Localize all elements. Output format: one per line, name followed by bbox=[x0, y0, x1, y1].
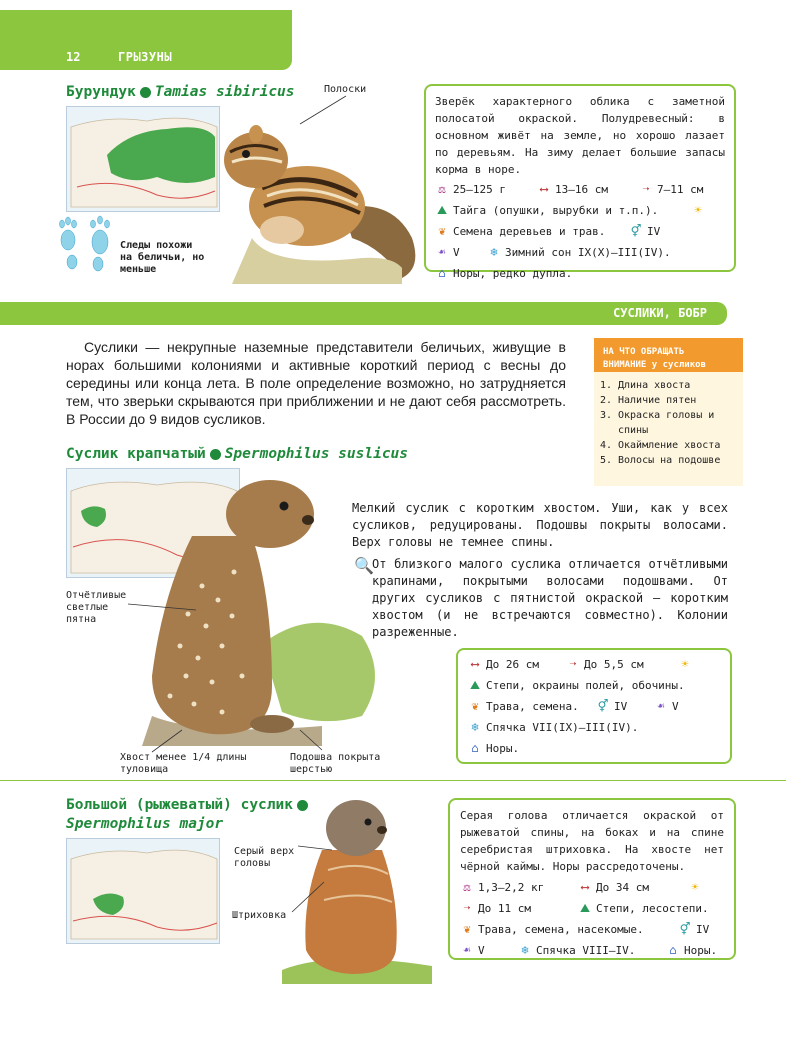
breeding-icon: ⚥ bbox=[679, 922, 691, 936]
chipmunk-info-box bbox=[424, 84, 736, 280]
chipmunk-range-map bbox=[66, 106, 220, 212]
chipmunk-name-ru: Бурундук bbox=[66, 84, 136, 100]
body-length-icon: ⟷ bbox=[581, 880, 589, 894]
major-name-latin: Spermophilus major bbox=[66, 816, 224, 832]
habitat-icon: ⛰ bbox=[469, 678, 481, 692]
major-hatch-label: Штриховка bbox=[232, 910, 287, 921]
major-description: Серая голова отличается окраской от рыжеватой спины, на боках и на спине серебристая штриховка. На хвосте нет чёрной каймы. Норы рассредоточены. bbox=[460, 809, 724, 873]
chipmunk-tail: 7–11 см bbox=[657, 183, 704, 196]
young-icon: ☙ bbox=[657, 699, 665, 713]
magnifier-icon: 🔍 bbox=[354, 556, 374, 575]
hibernation-icon: ❄ bbox=[471, 720, 479, 734]
major-breeding: IV bbox=[696, 923, 710, 936]
spotted-habitat: Степи, окраины полей, обочины. bbox=[486, 679, 685, 692]
page-number: 12 bbox=[66, 50, 81, 64]
major-map-svg bbox=[67, 839, 219, 943]
spotted-tail-label: Хвост менее 1/4 длины туловища bbox=[120, 752, 247, 775]
breeding-icon: ⚥ bbox=[630, 224, 642, 238]
chipmunk-stripes-label: Полоски bbox=[324, 84, 367, 95]
shelter-icon: ⌂ bbox=[471, 741, 479, 755]
weight-icon: ⚖ bbox=[463, 880, 471, 894]
chipmunk-mass: 25–125 г bbox=[453, 183, 506, 196]
spotted-food: Трава, семена. bbox=[486, 700, 579, 713]
attention-heading bbox=[594, 338, 743, 372]
spotted-young: V bbox=[672, 700, 679, 713]
chipmunk-description: Зверёк характерного облика с заметной полосатой окраской. Полудревесный: в основном живёт на земле, но хорошо лазает по деревьям. На зиму делает большие запасы корма в норе. bbox=[435, 95, 725, 176]
hibernation-icon: ❄ bbox=[490, 245, 498, 259]
chipmunk-home: Норы, редко дупла. bbox=[453, 267, 573, 280]
shelter-icon: ⌂ bbox=[669, 943, 677, 957]
breeding-icon: ⚥ bbox=[597, 699, 609, 713]
chipmunk-breeding: IV bbox=[647, 225, 661, 238]
spotted-title bbox=[66, 446, 408, 462]
major-range-map bbox=[66, 838, 220, 944]
food-icon: ❦ bbox=[463, 922, 471, 936]
attention-box bbox=[594, 338, 743, 486]
major-young: V bbox=[478, 944, 485, 957]
major-length: До 34 см bbox=[596, 881, 649, 894]
weight-icon: ⚖ bbox=[438, 182, 446, 196]
divider bbox=[0, 780, 786, 781]
chipmunk-tracks-label: Следы похожи на беличьи, но меньше bbox=[120, 240, 205, 275]
spotted-info-box bbox=[456, 648, 732, 764]
shelter-icon: ⌂ bbox=[438, 266, 446, 280]
diurnal-sun-icon: ☀ bbox=[691, 880, 699, 894]
chipmunk-map-svg bbox=[67, 107, 219, 211]
major-tail: До 11 см bbox=[478, 902, 531, 915]
diurnal-sun-icon: ☀ bbox=[681, 657, 689, 671]
major-food: Трава, семена, насекомые. bbox=[478, 923, 644, 936]
spotted-tail: До 5,5 см bbox=[584, 658, 644, 671]
chipmunk-young: V bbox=[453, 246, 460, 259]
food-icon: ❦ bbox=[471, 699, 479, 713]
major-habitat: Степи, лесостепи. bbox=[596, 902, 709, 915]
young-icon: ☙ bbox=[438, 245, 446, 259]
major-title-latin-line bbox=[66, 816, 223, 832]
spotted-name-ru: Суслик крапчатый bbox=[66, 446, 206, 462]
attention-item: 5. Волосы на подошве bbox=[618, 453, 743, 468]
section-title: СУСЛИКИ, БОБР bbox=[613, 306, 707, 320]
spotted-home: Норы. bbox=[486, 742, 520, 755]
attention-item: 3. Окраска головы и спины bbox=[618, 408, 743, 438]
major-head-label: Серый верх головы bbox=[234, 846, 295, 869]
tail-length-icon: ➝ bbox=[463, 901, 471, 915]
spotted-length: До 26 см bbox=[486, 658, 539, 671]
attention-item: 4. Окаймление хвоста bbox=[618, 438, 743, 453]
major-name-ru: Большой (рыжеватый) суслик bbox=[66, 797, 293, 813]
hibernation-icon: ❄ bbox=[521, 943, 529, 957]
section-intro: Суслики — некрупные наземные представители беличьих, живущие в норах большими колониями и активные короткий период с весны до середины или конца лета. В поле определение возможно, но затрудняется тем, что зверьки скрываются при приближении и не дают себя рассмотреть. В России до 9 видов сусликов. bbox=[66, 339, 566, 427]
chipmunk-sleep: Зимний сон IX(X)–III(IV). bbox=[505, 246, 671, 259]
spotted-sole-label: Подошва покрыта шерстью bbox=[290, 752, 381, 775]
chapter-title: ГРЫЗУНЫ bbox=[118, 50, 173, 64]
attention-heading-2: ВНИМАНИЕ у сусликов bbox=[603, 360, 706, 370]
attention-item: 1. Длина хвоста bbox=[618, 378, 743, 393]
spotted-sleep: Спячка VII(IX)–III(IV). bbox=[486, 721, 639, 734]
chipmunk-length: 13–16 см bbox=[555, 183, 608, 196]
body-length-icon: ⟷ bbox=[540, 182, 548, 196]
section-bar bbox=[0, 302, 727, 325]
spotted-description: Мелкий суслик с коротким хвостом. Уши, как у всех сусликов, редуцированы. Подошвы покрыты волосами. Верх головы не темнее спины. bbox=[352, 501, 728, 549]
tracks-icon bbox=[56, 212, 120, 272]
major-info-box bbox=[448, 798, 736, 960]
attention-heading-1: НА ЧТО ОБРАЩАТЬ bbox=[603, 347, 685, 357]
spotted-name-latin: Spermophilus suslicus bbox=[224, 446, 409, 462]
body-length-icon: ⟷ bbox=[471, 657, 479, 671]
food-icon: ❦ bbox=[438, 224, 446, 238]
title-dot-icon bbox=[140, 87, 151, 98]
major-sleep: Спячка VIII–IV. bbox=[536, 944, 636, 957]
spotted-breeding: IV bbox=[614, 700, 628, 713]
tail-length-icon: ➝ bbox=[642, 182, 650, 196]
chipmunk-name-latin: Tamias sibiricus bbox=[154, 84, 295, 100]
chipmunk-food: Семена деревьев и трав. bbox=[453, 225, 606, 238]
major-home: Норы. bbox=[684, 944, 718, 957]
spotted-spots-label: Отчётливые светлые пятна bbox=[66, 590, 127, 625]
chipmunk-habitat: Тайга (опушки, вырубки и т.п.). bbox=[453, 204, 659, 217]
habitat-icon: ⛰ bbox=[436, 203, 448, 217]
attention-item: 2. Наличие пятен bbox=[618, 393, 743, 408]
spotted-comparison: От близкого малого суслика отличается отчётливыми крапинами, покрытыми волосами подошвами. От других сусликов с пятнистой окраской — коротким хвостом (и не встречаются совместно). Колонии разреженные. bbox=[372, 557, 728, 639]
title-dot-icon bbox=[210, 449, 221, 460]
attention-list bbox=[594, 378, 743, 468]
young-icon: ☙ bbox=[463, 943, 471, 957]
diurnal-sun-icon: ☀ bbox=[694, 203, 702, 217]
tail-length-icon: ➝ bbox=[569, 657, 577, 671]
habitat-icon: ⛰ bbox=[579, 901, 591, 915]
major-mass: 1,3–2,2 кг bbox=[478, 881, 545, 894]
